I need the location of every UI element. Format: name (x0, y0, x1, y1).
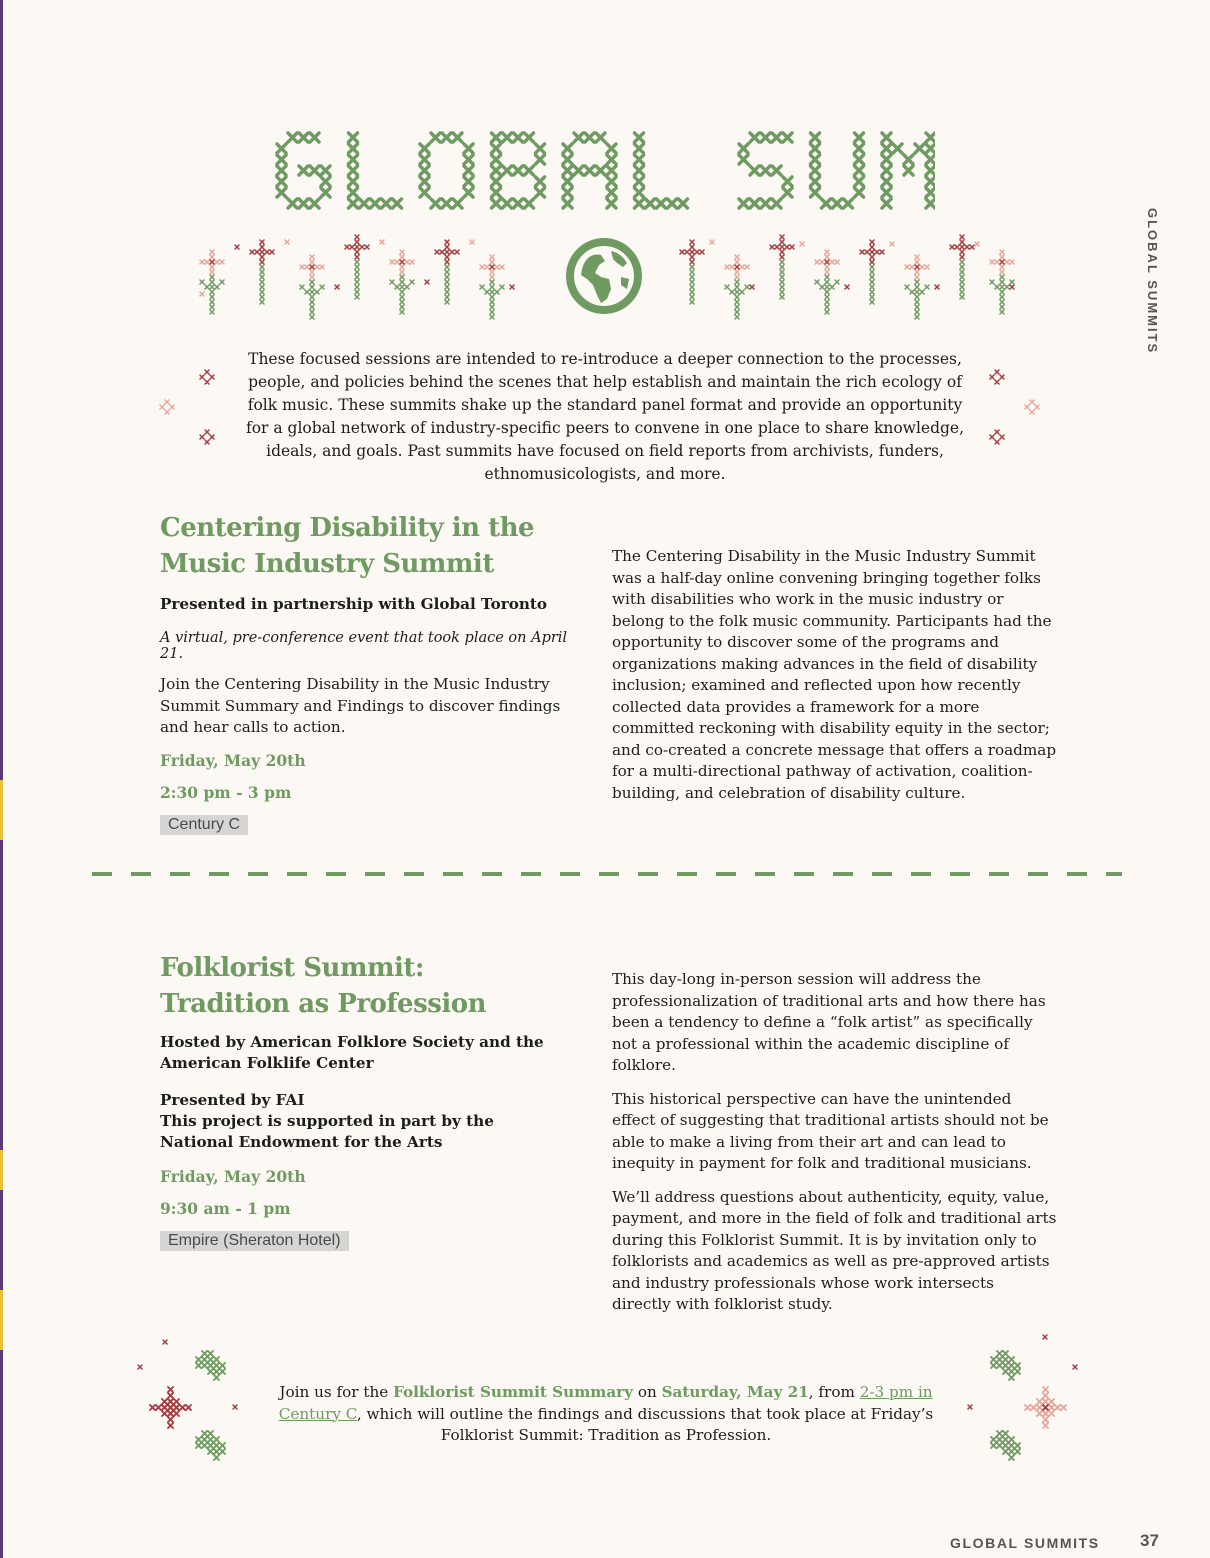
session-1-note: A virtual, pre-conference event that took place on April 21. (160, 630, 568, 662)
page-title (0, 128, 1210, 218)
cross-stitch-sparkle-icon (985, 365, 1055, 450)
session-1-title-line: Music Industry Summit (160, 549, 494, 579)
section-divider (92, 872, 1122, 876)
session-1-details (160, 510, 590, 835)
session-2-presenter-line: Presented by FAI (160, 1091, 305, 1109)
session-2-desc-paragraph: This day-long in-person session will address the professionalization of traditional arts and how there has been a tendency to define a “folk artist” as specifically not a professional within the academic discipline of folklore. (612, 970, 1046, 1074)
cross-stitch-title (275, 128, 935, 218)
session-2-details (160, 950, 590, 1251)
closing-date: Saturday, May 21 (661, 1383, 809, 1401)
session-2-host-line: Hosted by American Folklore Society and the (160, 1033, 544, 1051)
session-1-time: 2:30 pm - 3 pm (160, 782, 292, 802)
session-2-presenter-line: National Endowment for the Arts (160, 1133, 443, 1151)
closing-text: on (637, 1383, 657, 1401)
session-2-title (160, 950, 590, 1022)
session-1-title (160, 510, 590, 582)
session-1-join-text: Join the Centering Disability in the Music Industry Summit Summary and Findings to discover findings and hear calls to action. (160, 675, 561, 736)
closing-announcement (272, 1382, 940, 1447)
cross-stitch-leaf-icon (128, 1325, 248, 1470)
intro-paragraph: These focused sessions are intended to re-introduce a deeper connection to the processes, people, and policies behind the scenes that help establish and maintain the rich ecology of folk music. These summits shake up the standard panel format and provide an opportunity for a global network of industry-specific peers to convene in one place to share knowledge, ideals, and goals. Past summits have focused on field reports from archivists, funders, ethnomusicologists, and more. (245, 350, 965, 483)
page-title-text (0, 128, 1, 129)
session-2-desc-paragraph: We’ll address questions about authenticity, equity, value, payment, and more in the field of folk and traditional arts during this Folklorist Summit. It is by invitation only to folklorists and academics as well as pre-approved artists and industry professionals whose work intersects directly with folklorist study. (612, 1187, 1057, 1313)
page-edge-accent (0, 1150, 3, 1190)
cross-stitch-leaf-icon (963, 1325, 1083, 1470)
closing-event-name: Folklorist Summit Summary (393, 1383, 633, 1401)
page-edge-accent (0, 780, 3, 840)
session-1-room-badge: Century C (160, 815, 248, 835)
closing-text: , which will outline the findings and discussions that took place at Friday’s Folklorist Summit: Tradition as Profession. (356, 1404, 934, 1444)
session-2-time: 9:30 am - 1 pm (160, 1199, 291, 1218)
session-2-date: Friday, May 20th (160, 1167, 306, 1186)
session-2-title-line: Folklorist Summit: (160, 953, 424, 983)
session-2-title-line: Tradition as Profession (160, 989, 486, 1019)
footer-section-label: GLOBAL SUMMITS (950, 1535, 1100, 1551)
session-2-desc-paragraph: This historical perspective can have the unintended effect of suggesting that traditional artists should not be able to make a living from their art and can lead to inequity in payment for folk and traditional musicians. (612, 1089, 1049, 1172)
page-edge-accent (0, 1290, 3, 1350)
session-1-description: The Centering Disability in the Music Industry Summit was a half-day online convening bringing together folks with disabilities who work in the music industry or belong to the folk music community. Participants had the opportunity to discover some of the programs and organizations making advances in the field of disability inclusion; examined and reflected upon how recently collected data provides a framework for a more committed reckoning with disability equity in the sector; and co-created a concrete message that offers a roadmap for a multi-directional pathway of activation, coalition-building, and celebration of disability culture. (612, 547, 1057, 802)
session-2-presenter-line: This project is supported in part by the (160, 1112, 494, 1130)
session-2-description (612, 969, 1057, 1316)
session-2-host (160, 1032, 590, 1074)
session-1-date: Friday, May 20th (160, 750, 306, 770)
closing-text: , from (808, 1383, 855, 1401)
page-number: 37 (1140, 1531, 1159, 1550)
session-1-title-line: Centering Disability in the (160, 513, 535, 543)
session-2-presenter (160, 1090, 590, 1153)
session-2-room-badge: Empire (Sheraton Hotel) (160, 1231, 349, 1251)
closing-time-location-link[interactable]: 2-3 pm in Century C (278, 1383, 933, 1423)
closing-text: Join us for the (279, 1383, 389, 1401)
session-1-presenter: Presented in partnership with Global Toronto (160, 595, 548, 613)
session-2-host-line: American Folklife Center (160, 1054, 374, 1072)
cross-stitch-sparkle-icon (155, 365, 225, 450)
globe-icon (565, 237, 643, 315)
side-section-label: GLOBAL SUMMITS (1145, 208, 1160, 355)
